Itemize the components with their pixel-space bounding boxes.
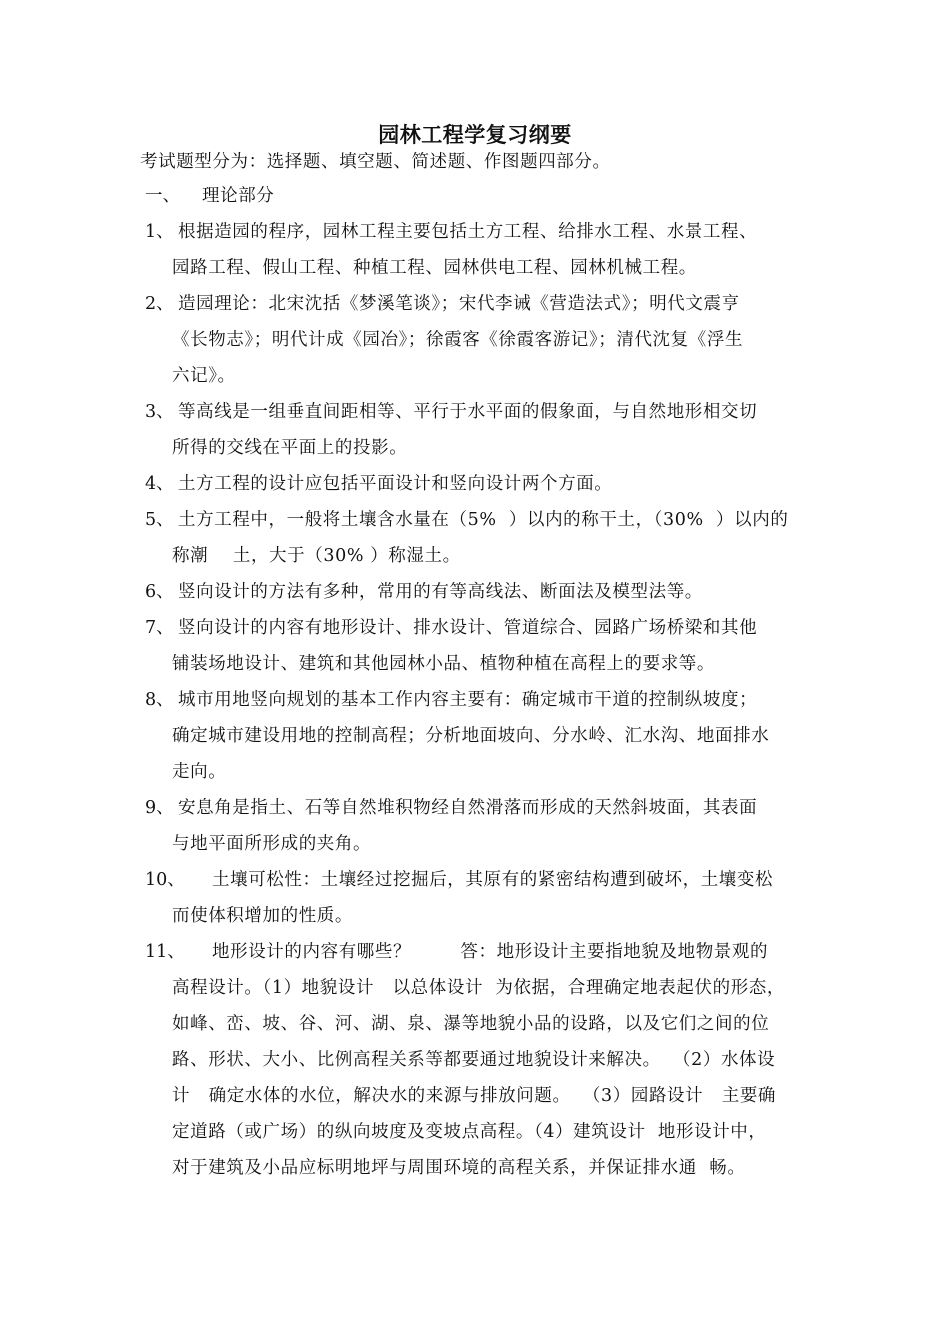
item-line: 走向。 [172, 762, 227, 782]
item-number: 11、 [145, 942, 185, 962]
item-line: 所得的交线在平面上的投影。 [172, 438, 408, 458]
item-line: 路、形状、大小、比例高程关系等都要通过地貌设计来解决。 （2）水体设 [172, 1050, 776, 1070]
item-line: 地形设计的内容有哪些？ 答：地形设计主要指地貌及地物景观的 [212, 942, 769, 962]
item-line: 安息角是指土、石等自然堆积物经自然滑落而形成的天然斜坡面，其表面 [178, 798, 758, 818]
item-line: 竖向设计的内容有地形设计、排水设计、管道综合、园路广场桥梁和其他 [178, 618, 758, 638]
item-number: 5、 [145, 510, 174, 530]
section-number: 一、 [145, 186, 180, 206]
item-line: 对于建筑及小品应标明地坪与周围环境的高程关系，并保证排水通 畅。 [172, 1158, 746, 1178]
item-line: 竖向设计的方法有多种，常用的有等高线法、断面法及模型法等。 [178, 582, 703, 602]
item-line: 根据造园的程序，园林工程主要包括土方工程、给排水工程、水景工程、 [178, 222, 758, 242]
item-line: 六记》。 [172, 366, 236, 386]
item-line: 确定城市建设用地的控制高程；分析地面坡向、分水岭、汇水沟、地面排水 [172, 726, 770, 746]
item-line: 园路工程、假山工程、种植工程、园林供电工程、园林机械工程。 [172, 258, 697, 278]
item-line: 土方工程中，一般将土壤含水量在（5% ）以内的称干土，（30% ）以内的 [178, 510, 789, 530]
item-line: 土方工程的设计应包括平面设计和竖向设计两个方面。 [178, 474, 613, 494]
item-number: 8、 [145, 690, 174, 710]
section-heading: 理论部分 [202, 186, 275, 206]
item-line: 等高线是一组垂直间距相等、平行于水平面的假象面，与自然地形相交切 [178, 402, 758, 422]
item-line: 而使体积增加的性质。 [172, 906, 353, 926]
item-line: 与地平面所形成的夹角。 [172, 834, 372, 854]
item-line: 造园理论：北宋沈括《梦溪笔谈》；宋代李诫《营造法式》；明代文震亨 [178, 294, 740, 314]
item-line: 如峰、峦、坡、谷、河、湖、泉、瀑等地貌小品的设路，以及它们之间的位 [172, 1014, 770, 1034]
item-line: 定道路（或广场）的纵向坡度及变坡点高程。（4）建筑设计 地形设计中， [172, 1122, 767, 1142]
item-line: 高程设计。（1）地貌设计 以总体设计 为依据，合理确定地表起伏的形态， [172, 978, 785, 998]
item-line: 铺装场地设计、建筑和其他园林小品、植物种植在高程上的要求等。 [172, 654, 715, 674]
item-line: 城市用地竖向规划的基本工作内容主要有：确定城市干道的控制纵坡度； [178, 690, 758, 710]
item-number: 4、 [145, 474, 174, 494]
item-line: 计 确定水体的水位，解决水的来源与排放问题。 （3）园路设计 主要确 [172, 1086, 777, 1106]
page-title: 园林工程学复习纲要 [378, 122, 572, 147]
item-number: 3、 [145, 402, 174, 422]
item-number: 1、 [145, 222, 174, 242]
item-line: 土壤可松性：土壤经过挖掘后，其原有的紧密结构遭到破坏，土壤变松 [212, 870, 774, 890]
item-number: 7、 [145, 618, 174, 638]
item-line: 称潮 土，大于（30% ）称湿土。 [172, 546, 461, 566]
item-number: 6、 [145, 582, 174, 602]
item-line: 《长物志》；明代计成《园冶》；徐霞客《徐霞客游记》；清代沈复《浮生 [172, 330, 744, 350]
item-number: 10、 [145, 870, 185, 890]
item-number: 2、 [145, 294, 174, 314]
exam-intro: 考试题型分为：选择题、填空题、简述题、作图题四部分。 [140, 152, 611, 172]
item-number: 9、 [145, 798, 174, 818]
